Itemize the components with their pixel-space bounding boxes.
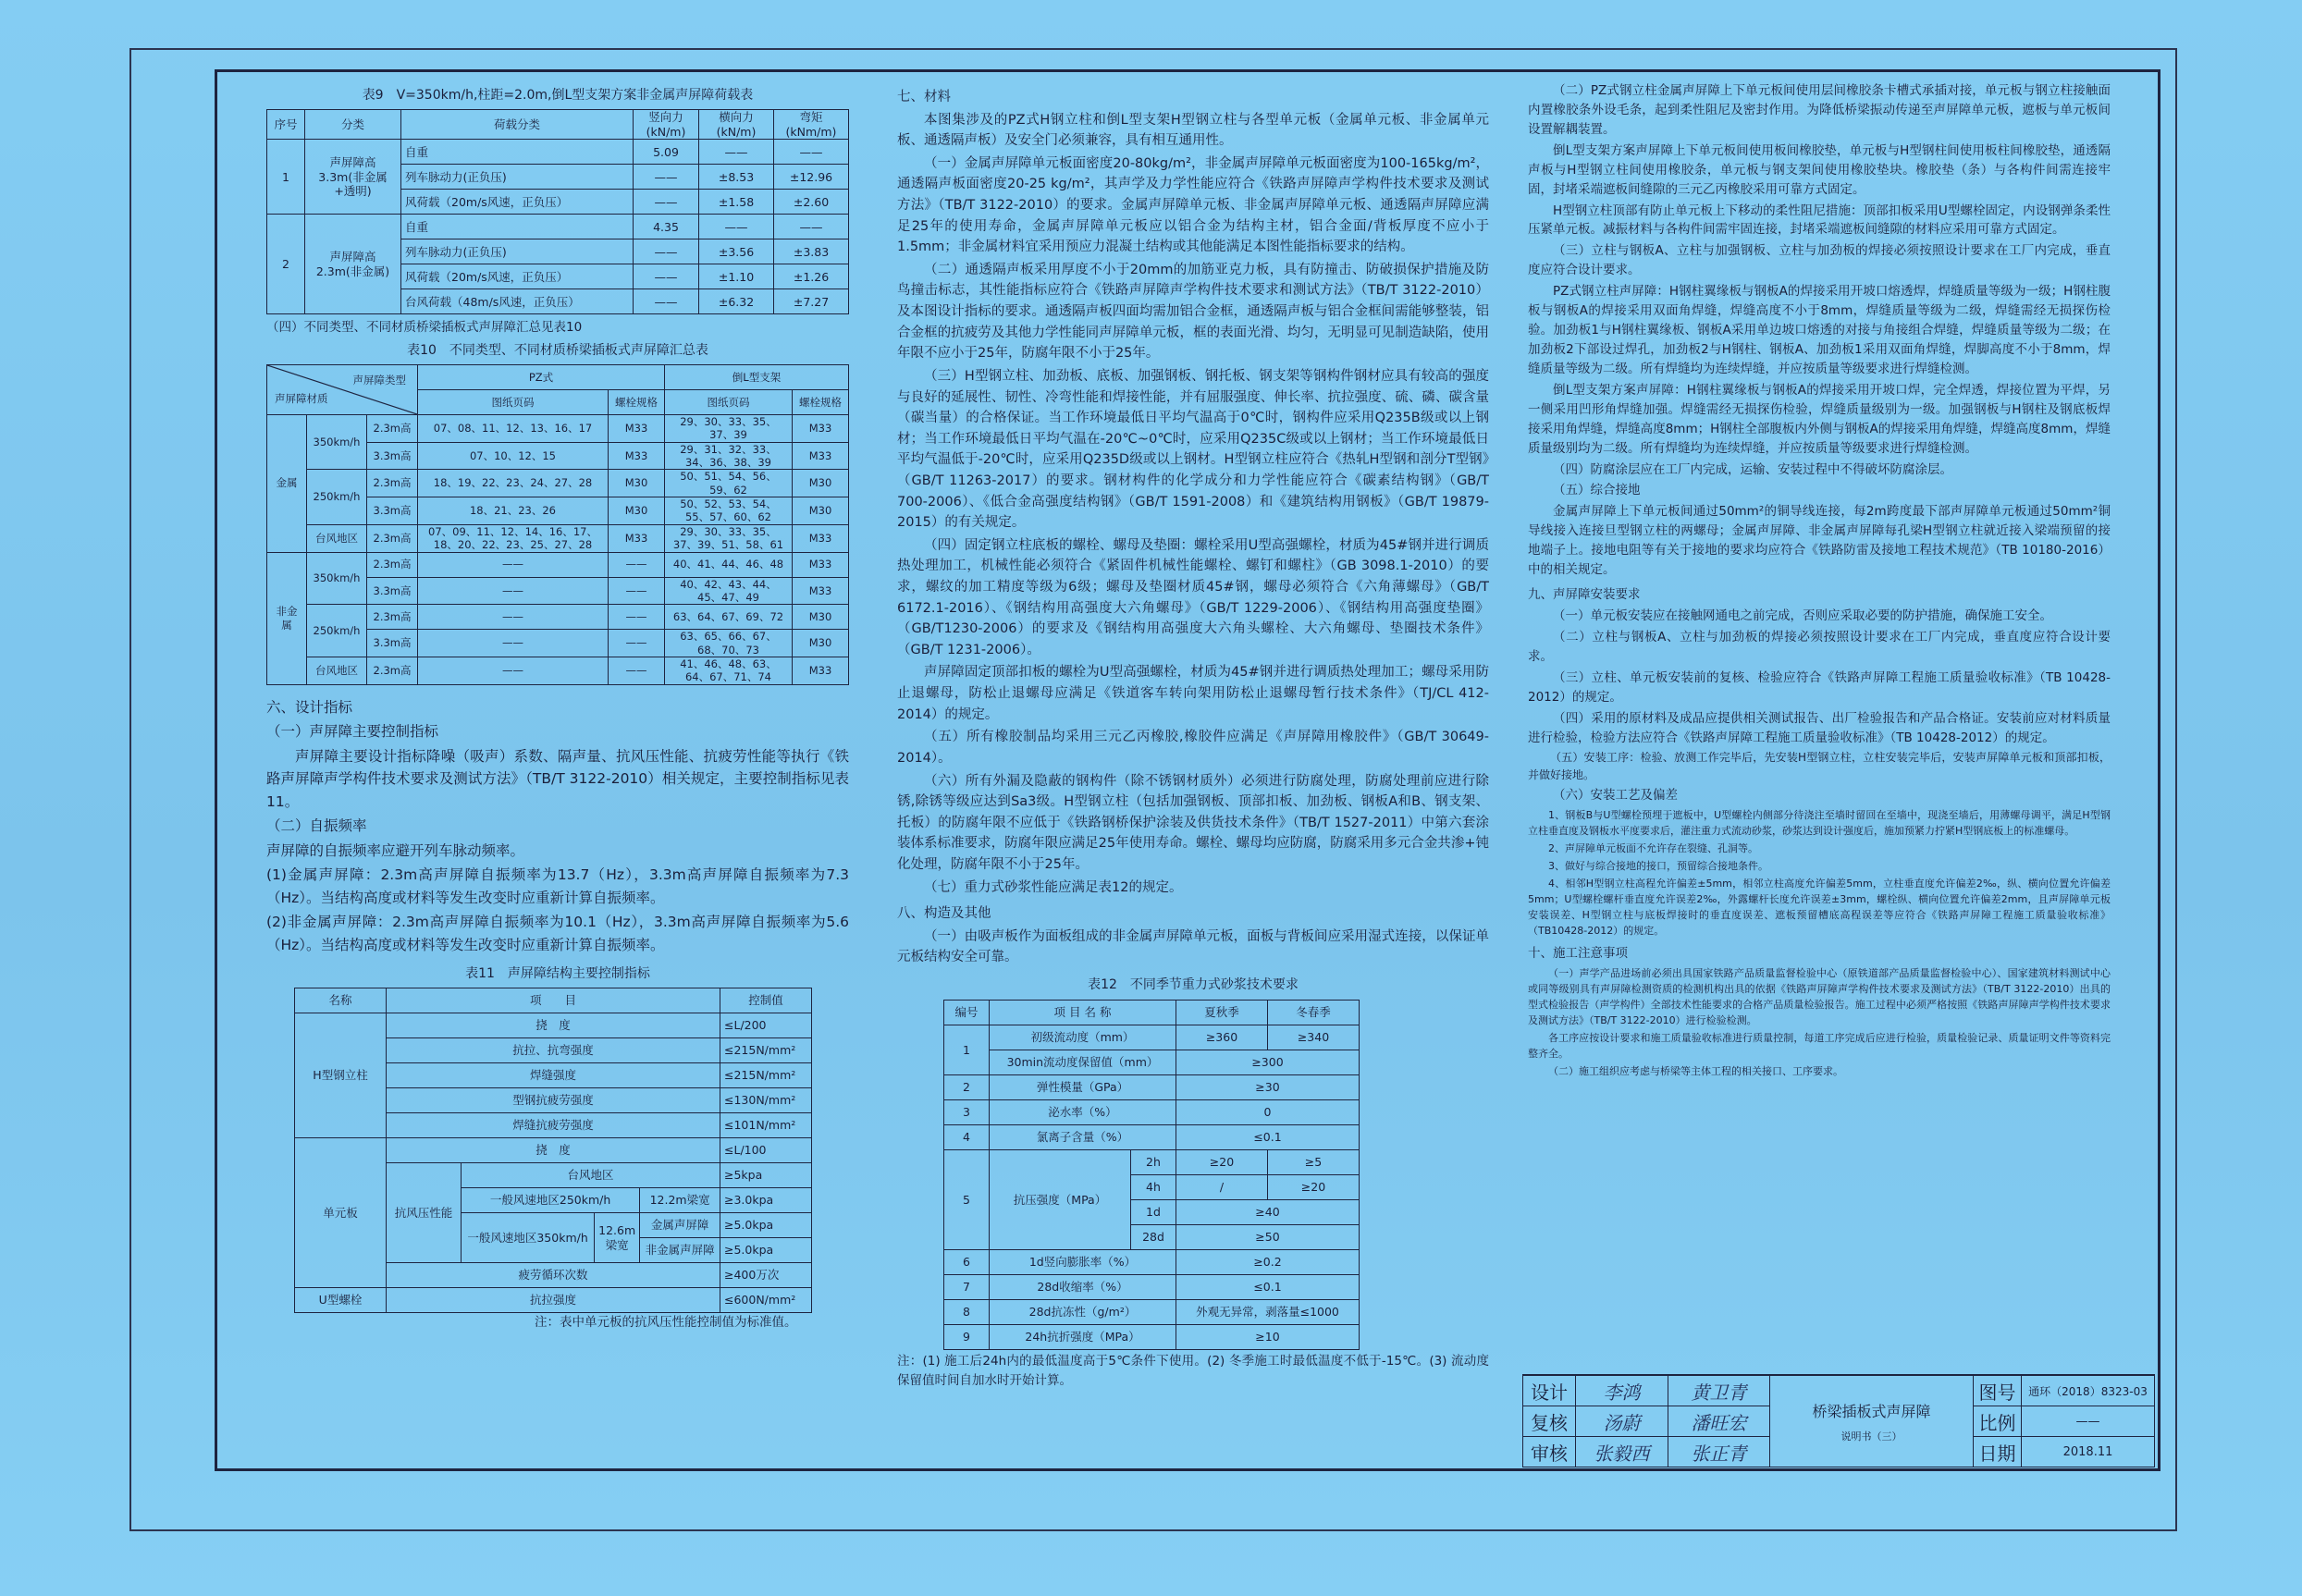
t11-wind: 抗风压性能: [387, 1163, 462, 1263]
t11-cell: 焊缝抗疲劳强度: [387, 1113, 720, 1138]
t12-cell: ≥360: [1176, 1025, 1268, 1050]
t10-cell: 18、19、22、23、24、27、28: [418, 470, 609, 497]
t12-cell: 2h: [1131, 1149, 1176, 1174]
t11-cell: 一般风速地区250km/h: [462, 1188, 640, 1213]
para: （三）H型钢立柱、加劲板、底板、加强钢板、钢托板、钢支架等钢构件钢材应具有较高的强度与良好的延展性、韧性、冷弯性能和焊接性能，并有屈服强度、伸长率、抗拉强度、硫、磷、碳含量（碳当量）的合格保证。当工作环境最低日平均气温高于0℃时，钢构件应采用Q235B级或以上钢材；当工作环境最低日平均气温在-20℃~0℃时，应采用Q235C级或以上钢材；当工作环境最低日平均气温低于-20℃时，应采用Q235D级或以上钢材。H型钢立柱应符合《热轧H型钢和剖分T型钢》（GB/T 11263-2017）的要求。钢材构件的化学成分和力学性能应符合《碳素结构钢》（GB/T 700-2006）、《低合金高强度结构钢》（GB/T 1591-2008）和《建筑结构用钢板》（GB/T 19879-2015）的有关规定。: [897, 368, 1489, 531]
t9-no: 1: [267, 140, 305, 215]
t11-cell: ≤L/100: [720, 1138, 812, 1163]
t12-cell: ≥40: [1176, 1199, 1360, 1224]
t11-cell: ≤215N/mm²: [720, 1038, 812, 1063]
t12-cell: ≥10: [1176, 1324, 1360, 1349]
para: 声屏障的自振频率应避开列车脉动频率。: [266, 841, 525, 859]
table9-caption: 表9 V=350km/h,柱距=2.0m,倒L型支架方案非金属声屏障荷载表: [362, 88, 754, 103]
t12-no: 3: [944, 1099, 990, 1124]
tb-fig-no: 通环（2018）8323-03: [2022, 1376, 2155, 1406]
t9-cat: 声屏障高2.3m(非金属): [305, 215, 401, 314]
sec6-2: （二）自振频率: [266, 817, 367, 835]
para: （一）声学产品进场前必须出具国家铁路产品质量监督检验中心（原铁道部产品质量监督检验中心）、国家建筑材料测试中心或同等级别具有声屏障检测资质的检测机构出具的依据《铁路声屏障声学构件技术要求及测试方法》（TB/T 3122-2010）出具的型式检验报告（声学构件）全部技术性能要求的合格产品质量检验报告。施工过程中必须严格按照《铁路声屏障声学构件技术要求及测试方法》（TB/T 3122-2010）进行检验检测。: [1528, 966, 2111, 1026]
t10-cell: 50、52、53、54、55、57、60、62: [665, 497, 793, 525]
tb-title-cell: [1770, 1376, 1974, 1467]
t10-cell: ——: [418, 605, 609, 630]
t11-cell: 型钢抗疲劳强度: [387, 1088, 720, 1113]
t10-cell: M30: [793, 605, 849, 630]
para: （三）立柱与钢板A、立柱与加强钢板、立柱与加劲板的焊接必须按照设计要求在工厂内完成，垂直度应符合设计要求。: [1528, 243, 2111, 278]
para: （二）通透隔声板采用厚度不小于20mm的加筋亚克力板，具有防撞击、防破损保护措施及防鸟撞击标志，其性能指标应符合《铁路声屏障声学构件技术要求和测试方法》（TB/T 3122-2010）及本图设计指标的要求。通透隔声板四面均需加铝合金框，通透隔声板与铝合金框间需能够整装，铝合金框的抗疲劳及其他力学性能同声屏障单元板，框的表面光滑、均匀，无明显可见制造缺陷，使用年限不应小于25年，防腐年限不小于25年。: [897, 262, 1489, 362]
t9-cell: 列车脉动力(正负压): [401, 239, 634, 264]
para: 2、声屏障单元板面不允许存在裂缝、孔洞等。: [1548, 841, 1758, 854]
t10-cell: 3.3m高: [367, 630, 418, 657]
t9-cell: ——: [634, 239, 699, 264]
t12-cell: ≥20: [1176, 1149, 1268, 1174]
t9-cell: ±2.60: [774, 190, 849, 215]
para: 3、做好与综合接地的接口，预留综合接地条件。: [1548, 859, 1768, 872]
t9-cell: ——: [699, 215, 774, 239]
t11-cell: 抗拉强度: [387, 1288, 720, 1313]
t9-h: 荷载分类: [401, 110, 634, 140]
t9-cell: ±1.10: [699, 264, 774, 289]
t10-diag-bottom: 声屏障材质: [275, 392, 328, 406]
para: （七）重力式砂浆性能应满足表12的规定。: [924, 879, 1183, 895]
t12-no: 8: [944, 1299, 990, 1324]
para: 各工序应按设计要求和施工质量验收标准进行质量控制，每道工序完成后应进行检验，质量检验记录、质量证明文件等资料完整齐全。: [1528, 1032, 2111, 1061]
t10-cell: M33: [793, 524, 849, 552]
para: （四）采用的原材料及成品应提供相关测试报告、出厂检验报告和产品合格证。安装前应对材料质量进行检验，检验方法应符合《铁路声屏障工程施工质量验收标准》（TB 10428-2012）的规定。: [1528, 710, 2111, 745]
t10-cell: ——: [609, 577, 665, 605]
t11-cell: ≤130N/mm²: [720, 1088, 812, 1113]
t9-cell: ——: [634, 190, 699, 215]
t11-cell: ≤101N/mm²: [720, 1113, 812, 1138]
t9-cell: 自重: [401, 215, 634, 239]
signature-designer: 李鸿: [1576, 1376, 1668, 1406]
para: 4、相邻H型钢立柱高程允许偏差±5mm，相邻立柱高度允许偏差5mm，立柱垂直度允许偏差2‰，纵、横向位置允许偏差5mm；U型螺栓螺杆垂直度允许误差2‰，外露螺杆长度允许误差±3mm，螺栓纵、横向位置允许偏差2mm，且声屏障单元板安装误差、H型钢立柱与底板焊接时的垂直度误差、遮板预留槽底高程误差等应符合《铁路声屏障工程施工质量验收标准》（TB10428-2012）的规定。: [1528, 877, 2111, 937]
tb-review-label: 审核: [1522, 1437, 1576, 1467]
t12-no: 9: [944, 1324, 990, 1349]
signature-reviewer: 张毅西: [1576, 1437, 1668, 1467]
t11-cell: 挠 度: [387, 1013, 720, 1038]
right-column: [1528, 81, 2111, 1081]
t10-cell: ——: [418, 630, 609, 657]
sec6-title: 六、设计指标: [266, 698, 353, 716]
t12-cell: 1d: [1131, 1199, 1176, 1224]
para: 1、钢板B与U型螺栓预埋于遮板中，U型螺栓内侧部分待浇注至墙时留回在至墙中，现浇至墙后，用薄螺母调平，满足H型钢立柱垂直度及钢板水平度要求后，灌注重力式流动砂浆，砂浆达到设计强度后，施加预紧力拧紧H型钢底板上的标准螺母。: [1528, 808, 2111, 837]
table12-note: 注：(1) 施工后24h内的最低温度高于5℃条件下使用。(2) 冬季施工时最低温度不低于-15℃。(3) 流动度保留值时间自加水时开始计算。: [897, 1353, 1489, 1388]
t10-cell: 2.3m高: [367, 657, 418, 685]
t9-cell: 列车脉动力(正负压): [401, 165, 634, 190]
table12: [943, 1000, 1360, 1350]
para: (1)金属声屏障：2.3m高声屏障自振频率为13.7（Hz），3.3m高声屏障自振频率为7.3（Hz）。当结构高度或材料等发生改变时应重新计算自振频率。: [266, 866, 849, 906]
para: （六）所有外漏及隐蔽的钢构件（除不锈钢材质外）必须进行防腐处理，防腐处理前应进行除锈,除锈等级应达到Sa3级。H型钢立柱（包括加强钢板、顶部扣板、加劲板、钢板A和B、钢支架、托板）的防腐年限不应低于《铁路钢桥保护涂装及供货技术条件》（TB/T 1527-2011）中第六套涂装体系标准要求，防腐年限应满足25年使用寿命。螺栓、螺母均应防腐，防腐采用多元合金共渗+钝化处理，防腐年限不小于25年。: [897, 773, 1489, 872]
para: （二）立柱与钢板A、立柱与加劲板的焊接必须按照设计要求在工厂内完成，垂直度应符合设计要求。: [1528, 629, 2111, 664]
t9-cell: 5.09: [634, 140, 699, 165]
para: （三）立柱、单元板安装前的复核、检验应符合《铁路声屏障工程施工质量验收标准》（TB 10428-2012）的规定。: [1528, 669, 2111, 705]
t12-cell: 30min流动度保留值（mm）: [990, 1050, 1176, 1074]
table10: [266, 364, 849, 685]
t10-cell: 金属: [267, 414, 307, 552]
signature-checker-2: 潘旺宏: [1668, 1406, 1770, 1437]
t10-cell: 07、10、12、15: [418, 442, 609, 470]
t10-h: 图纸页码: [418, 389, 609, 414]
t12-cell: 4h: [1131, 1174, 1176, 1199]
t12-cell: 抗压强度（MPa）: [990, 1149, 1131, 1249]
t11-cell: ≥3.0kpa: [720, 1188, 812, 1213]
para: H型钢立柱顶部有防止单元板上下移动的柔性阻尼措施：顶部扣板采用U型螺栓固定，内设钢弹条柔性压紧单元板。减振材料与各构件间需牢固连接，封堵采端遮板间缝隙的材料应采用可靠方式固定。: [1528, 203, 2111, 238]
t11-cell: 挠 度: [387, 1138, 720, 1163]
t10-diag-header: [267, 364, 418, 414]
t11-cell: 金属声屏障: [640, 1213, 720, 1238]
para: （一）单元板安装应在接触网通电之前完成，否则应采取必要的防护措施，确保施工安全。: [1553, 608, 2052, 623]
t9-h: 横向力(kN/m): [699, 110, 774, 140]
t10-cell: 3.3m高: [367, 442, 418, 470]
t10-cell: M33: [793, 442, 849, 470]
t10-metal: [267, 414, 849, 552]
t10-cell: 2.3m高: [367, 414, 418, 442]
para: 本图集涉及的PZ式H钢立柱和倒L型支架H型钢立柱与各型单元板（金属单元板、非金属单元板、通透隔声板）及安全门必须兼容，具有相互通用性。: [897, 112, 1489, 149]
t10-cell: M30: [793, 497, 849, 525]
para: （二）PZ式钢立柱金属声屏障上下单元板间使用层间橡胶条卡槽式承插对接，单元板与钢立柱接触面内置橡胶条外设毛条，起到柔性阻尼及密封作用。为降低桥梁振动传递至声屏障单元板，遮板与单元板间设置解耦装置。: [1528, 83, 2111, 137]
t10-diag-top: 声屏障类型: [352, 373, 406, 387]
t10-dl: 倒L型支架: [665, 364, 849, 389]
t11-h: 控制值: [720, 988, 812, 1013]
t9-cell: ——: [699, 140, 774, 165]
t10-row: [267, 605, 849, 630]
t10-cell: 63、65、66、67、68、70、73: [665, 630, 793, 657]
t9-cell: ±3.83: [774, 239, 849, 264]
t12-cell: 0: [1176, 1099, 1360, 1124]
t11-cell: ≥5.0kpa: [720, 1238, 812, 1263]
t10-cell: 3.3m高: [367, 577, 418, 605]
t10-row: [267, 414, 849, 442]
t11-cell: ≥400万次: [720, 1263, 812, 1288]
t12-no: 6: [944, 1249, 990, 1274]
t11-h: 名称: [295, 988, 387, 1013]
t10-cell: M30: [793, 630, 849, 657]
t12-cell: 弹性模量（GPa）: [990, 1074, 1176, 1099]
t9-h: 分类: [305, 110, 401, 140]
signature-checker: 汤蔚: [1576, 1406, 1668, 1437]
t12-cell: 28d抗冻性（g/m²）: [990, 1299, 1176, 1324]
t10-pz: PZ式: [418, 364, 665, 389]
t10-cell: 29、30、33、35、37、39: [665, 414, 793, 442]
t9-cell: ±6.32: [699, 289, 774, 314]
table9: [266, 109, 849, 314]
para: (2)非金属声屏障：2.3m高声屏障自振频率为10.1（Hz），3.3m高声屏障自振频率为5.6（Hz）。当结构高度或材料等发生改变时应重新计算自振频率。: [266, 914, 849, 953]
t12-cell: 泌水率（%）: [990, 1099, 1176, 1124]
t10-cell: 40、41、44、46、48: [665, 552, 793, 577]
t10-cell: 41、46、48、63、64、67、71、74: [665, 657, 793, 685]
t11-cat: 单元板: [295, 1138, 387, 1288]
t11-cat: U型螺栓: [295, 1288, 387, 1313]
left-column: [266, 81, 849, 1335]
middle-column: [897, 81, 1489, 1393]
t10-h: 螺栓规格: [793, 389, 849, 414]
para: （五）所有橡胶制品均采用三元乙丙橡胶,橡胶件应满足《声屏障用橡胶件》（GB/T 30649-2014）。: [897, 730, 1489, 766]
t10-cell: M33: [609, 524, 665, 552]
t12-cell: ≥340: [1268, 1025, 1360, 1050]
t9-h: 竖向力(kN/m): [634, 110, 699, 140]
tb-design-label: 设计: [1522, 1376, 1576, 1406]
t12-cell: ≥5: [1268, 1149, 1360, 1174]
t9-cell: 自重: [401, 140, 634, 165]
para: 声屏障主要设计指标降噪（吸声）系数、隔声量、抗风压性能、抗疲劳性能等执行《铁路声屏障声学构件技术要求及测试方法》（TB/T 3122-2010）相关规定，主要控制指标见表11。: [266, 747, 849, 810]
t10-cell: M30: [609, 470, 665, 497]
t9-no: 2: [267, 215, 305, 314]
table10-caption: 表10 不同类型、不同材质桥梁插板式声屏障汇总表: [407, 342, 708, 358]
drawing-title: 桥梁插板式声屏障: [1812, 1402, 1931, 1420]
t11-cell: ≥5kpa: [720, 1163, 812, 1188]
tb-fig-label: 图号: [1974, 1376, 2022, 1406]
signature-designer-2: 黄卫青: [1668, 1376, 1770, 1406]
t10-cell: 50、51、54、56、59、62: [665, 470, 793, 497]
table12-caption: 表12 不同季节重力式砂浆技术要求: [1088, 976, 1299, 992]
t10-cell: 非金属: [267, 552, 307, 684]
t11-cell: ≤L/200: [720, 1013, 812, 1038]
t10-cell: 2.3m高: [367, 605, 418, 630]
t10-cell: 63、64、67、69、72: [665, 605, 793, 630]
t10-cell: M33: [609, 442, 665, 470]
t10-row: [267, 470, 849, 497]
t10-cell: 250km/h: [307, 470, 367, 525]
t12-cell: ≥30: [1176, 1074, 1360, 1099]
t9-cell: ±1.26: [774, 264, 849, 289]
t11-cell: ≤600N/mm²: [720, 1288, 812, 1313]
t9-cell: ±1.58: [699, 190, 774, 215]
t9-cell: ——: [774, 215, 849, 239]
drawing-subtitle: 说明书（三）: [1840, 1430, 1902, 1443]
t9-cell: ±8.53: [699, 165, 774, 190]
t12-cell: ≤0.1: [1176, 1274, 1360, 1299]
t10-nonmetal: [267, 552, 849, 684]
t11-h: 项 目: [387, 988, 720, 1013]
t10-cell: M33: [609, 414, 665, 442]
tb-scale: ——: [2022, 1406, 2155, 1437]
subsection: （六）安装工艺及偏差: [1553, 787, 1678, 803]
tb-date-label: 日期: [1974, 1437, 2022, 1467]
t12-cell: 28d收缩率（%）: [990, 1274, 1176, 1299]
t9-cell: 风荷载（20m/s风速，正负压）: [401, 264, 634, 289]
t10-cell: M30: [609, 497, 665, 525]
para: PZ式钢立柱声屏障：H钢柱翼缘板与钢板A的焊接采用开坡口熔透焊，焊缝质量等级为一级；H钢柱腹板与钢板A的焊接采用双面角焊缝，焊缝高度不小于8mm，焊缝质量等级为二级，焊缝需经无损探伤检验。加劲板1与H钢柱翼缘板、钢板A采用单边坡口熔透的对接与角接组合焊缝，焊缝质量等级为二级；在加劲板2下部设过焊孔，加劲板2与H钢柱、钢板A、加劲板1采用双面角焊缝，焊脚高度不小于8mm，焊缝质量等级为二级。所有焊缝均为连续焊缝，并应按质量等级要求进行焊缝检测。: [1528, 284, 2111, 376]
t10-cell: M33: [793, 657, 849, 685]
t12-no: 2: [944, 1074, 990, 1099]
t12-no: 5: [944, 1149, 990, 1249]
t9-cell: 风荷载（20m/s风速，正负压）: [401, 190, 634, 215]
t11-cell: ≤215N/mm²: [720, 1063, 812, 1088]
t12-h: 冬春季: [1268, 1000, 1360, 1025]
para: 倒L型支架方案声屏障：H钢柱翼缘板与钢板A的焊接采用开坡口焊，完全焊透，焊接位置为平焊，另一侧采用凹形角焊缝加强。焊缝需经无损探伤检验，焊缝质量级别为一级。加强钢板与H钢柱及钢底板焊接采用角焊缝，焊缝高度8mm；H钢柱全部腹板内外侧与钢板A的焊接采用角焊缝，焊缝高度8mm，焊缝质量级别均为二级。所有焊缝均为连续焊缝，并应按质量等级要求进行焊缝检测。: [1528, 382, 2111, 456]
t11-cell: 非金属声屏障: [640, 1238, 720, 1263]
t10-cell: 29、30、33、35、37、39、51、58、61: [665, 524, 793, 552]
tb-scale-label: 比例: [1974, 1406, 2022, 1437]
t10-row: [267, 657, 849, 685]
t11-cell: 12.6m梁宽: [595, 1213, 640, 1263]
t12-h: 夏秋季: [1176, 1000, 1268, 1025]
t12-cell: /: [1176, 1174, 1268, 1199]
t10-cell: 3.3m高: [367, 497, 418, 525]
t12-no: 1: [944, 1025, 990, 1074]
t11-cat: H型钢立柱: [295, 1013, 387, 1138]
t12-cell: 24h抗折强度（MPa）: [990, 1324, 1176, 1349]
sec8-title: 八、构造及其他: [897, 906, 991, 922]
t12-no: 4: [944, 1124, 990, 1149]
table11-caption: 表11 声屏障结构主要控制指标: [465, 966, 650, 982]
t10-cell: M33: [793, 577, 849, 605]
t10-cell: M33: [793, 414, 849, 442]
t10-cell: 07、08、11、12、13、16、17: [418, 414, 609, 442]
t11-cell: ≥5.0kpa: [720, 1213, 812, 1238]
t9-h: 弯矩(kNm/m): [774, 110, 849, 140]
t10-h: 螺栓规格: [609, 389, 665, 414]
t10-cell: 2.3m高: [367, 470, 418, 497]
t9-cell: 4.35: [634, 215, 699, 239]
t12-h: 编号: [944, 1000, 990, 1025]
t10-cell: 250km/h: [307, 605, 367, 657]
para: 倒L型支架方案声屏障上下单元板间使用板间橡胶垫，单元板与H型钢柱间使用板柱间橡胶垫，通透隔声板与H型钢立柱间使用橡胶条，单元板与钢支架间使用橡胶垫块。橡胶垫（条）与各构件间需连接牢固，封堵采端遮板间缝隙的三元乙丙橡胶采用可靠方式固定。: [1528, 142, 2111, 197]
t10-cell: 台风地区: [307, 524, 367, 552]
table11: [294, 988, 812, 1313]
t10-cell: 40、42、43、44、45、47、49: [665, 577, 793, 605]
sec6-1: （一）声屏障主要控制指标: [266, 723, 439, 741]
t12-no: 7: [944, 1274, 990, 1299]
t11-cell: 一般风速地区350km/h: [462, 1213, 595, 1263]
para: 金属声屏障上下单元板间通过50mm²的铜导线连接，每2m跨度最下部声屏障单元板通过50mm²铜导线接入连接旦型钢立柱的两螺母；金属声屏障、非金属声屏障每孔梁H型钢立柱就近接入梁端预留的接地端子上。接地电阻等有关于接地的要求均应符合《铁路防雷及接地工程技术规范》（TB 10180-2016）中的相关规定。: [1528, 504, 2111, 578]
t11-cell: 疲劳循环次数: [387, 1263, 720, 1288]
t10-cell: 2.3m高: [367, 552, 418, 577]
t12-cell: ≤0.1: [1176, 1124, 1360, 1149]
t9-cell: 台风荷载（48m/s风速，正负压）: [401, 289, 634, 314]
t10-cell: ——: [418, 552, 609, 577]
t10-cell: 07、09、11、12、14、16、17、18、20、22、23、25、27、28: [418, 524, 609, 552]
t10-cell: 台风地区: [307, 657, 367, 685]
t10-cell: ——: [418, 657, 609, 685]
t9-cell: ——: [774, 140, 849, 165]
para: （二）施工组织应考虑与桥梁等主体工程的相关接口、工序要求。: [1548, 1065, 1843, 1078]
t9-cat: 声屏障高3.3m(非金属+透明): [305, 140, 401, 215]
para: （一）由吸声板作为面板组成的非金属声屏障单元板，面板与背板间应采用湿式连接，以保证单元板结构安全可靠。: [897, 928, 1489, 965]
t12-cell: ≥300: [1176, 1050, 1360, 1074]
para: （四）防腐涂层应在工厂内完成，运输、安装过程中不得破坏防腐涂层。: [1553, 461, 1952, 477]
para: （一）金属声屏障单元板面密度20-80kg/m²，非金属声屏障单元板面密度为100-165kg/m²，通透隔声板面密度20-25 kg/m²，其声学及力学性能应符合《铁路声屏障声学构件技术要求及测试方法》（TB/T 3122-2010）的要求。金属声屏障单元板、非金属声屏障单元板、通透隔声屏障应满足25年的使用寿命，金属声屏障单元板应以铝合金为结构主材，铝合金面/背板厚度不应小于1.5mm；非金属材料宜采用预应力混凝土结构或其他能满足本图性能指标要求的结构。: [897, 155, 1489, 255]
t9-cell: ——: [634, 264, 699, 289]
diagonal-line: [267, 365, 417, 414]
t11-cell: 抗拉、抗弯强度: [387, 1038, 720, 1063]
t10-cell: ——: [418, 577, 609, 605]
t10-row: [267, 524, 849, 552]
t12-cell: 初级流动度（mm）: [990, 1025, 1176, 1050]
t12-cell: ≥0.2: [1176, 1249, 1360, 1274]
tb-check-label: 复核: [1522, 1406, 1576, 1437]
t9-cell: ±12.96: [774, 165, 849, 190]
t10-cell: 350km/h: [307, 552, 367, 605]
sec9-title: 九、声屏障安装要求: [1528, 587, 1641, 603]
t10-cell: M30: [793, 470, 849, 497]
t11-cell: 台风地区: [462, 1163, 720, 1188]
t9-cell: ——: [634, 289, 699, 314]
t10-cell: ——: [609, 552, 665, 577]
t10-cell: ——: [609, 630, 665, 657]
t12-cell: 外观无异常，剥落量≤1000: [1176, 1299, 1360, 1324]
tb-date: 2018.11: [2022, 1437, 2155, 1467]
t10-h: 图纸页码: [665, 389, 793, 414]
t9-cell: ——: [634, 165, 699, 190]
t10-cell: 29、31、32、33、34、36、38、39: [665, 442, 793, 470]
subsection: （五）综合接地: [1553, 483, 1641, 498]
para: （五）安装工序：检验、放测工作完毕后，先安装H型钢立柱，立柱安装完毕后，安装声屏障单元板和顶部扣板，并做好接地。: [1528, 751, 2111, 782]
t12-cell: ≥20: [1268, 1174, 1360, 1199]
t9-cell: ±7.27: [774, 289, 849, 314]
table11-note: 注：表中单元板的抗风压性能控制值为标准值。: [535, 1315, 797, 1331]
t9-h: 序号: [267, 110, 305, 140]
section4-title: （四）不同类型、不同材质桥梁插板式声屏障汇总见表10: [266, 320, 583, 336]
para: （四）固定钢立柱底板的螺栓、螺母及垫圈：螺栓采用U型高强螺栓，材质为45#钢并进行调质热处理加工，机械性能必须符合《紧固件机械性能螺栓、螺钉和螺柱》（GB 3098.1-2010）的要求，螺纹的加工精度等级为6级；螺母及垫圈材质45#钢，螺母必须符合《六角薄螺母》（GB/T 6172.1-2016）、《钢结构用高强度大六角螺母》（GB/T 1229-2006）、《钢结构用高强度垫圈》（GB/T1230-2006）的要求及《钢结构用高强度大六角头螺栓、大六角螺母、垫圈技术条件》（GB/T 1231-2006）。: [897, 537, 1489, 657]
t10-row: [267, 552, 849, 577]
t10-cell: ——: [609, 605, 665, 630]
sec10-title: 十、施工注意事项: [1528, 945, 1628, 961]
t12-h: 项 目 名 称: [990, 1000, 1176, 1025]
t12-cell: 氯离子含量（%）: [990, 1124, 1176, 1149]
t12-cell: 28d: [1131, 1224, 1176, 1249]
t12-cell: 1d竖向膨胀率（%）: [990, 1249, 1176, 1274]
title-block: [1522, 1374, 2155, 1467]
t10-cell: M33: [793, 552, 849, 577]
t10-cell: 350km/h: [307, 414, 367, 470]
t11-cell: 焊缝强度: [387, 1063, 720, 1088]
t11-cell: 12.2m梁宽: [640, 1188, 720, 1213]
t10-cell: 2.3m高: [367, 524, 418, 552]
t10-cell: ——: [609, 657, 665, 685]
t9-cell: ±3.56: [699, 239, 774, 264]
sec7-title: 七、材料: [897, 90, 951, 104]
t10-cell: 18、21、23、26: [418, 497, 609, 525]
para: 声屏障固定顶部扣板的螺栓为U型高强螺栓，材质为45#钢并进行调质热处理加工；螺母采用防止退螺母，防松止退螺母应满足《铁道客车转向架用防松止退螺母暂行技术条件》（TJ/CL 412-2014）的规定。: [897, 665, 1489, 722]
t12-cell: ≥50: [1176, 1224, 1360, 1249]
signature-reviewer-2: 张正青: [1668, 1437, 1770, 1467]
